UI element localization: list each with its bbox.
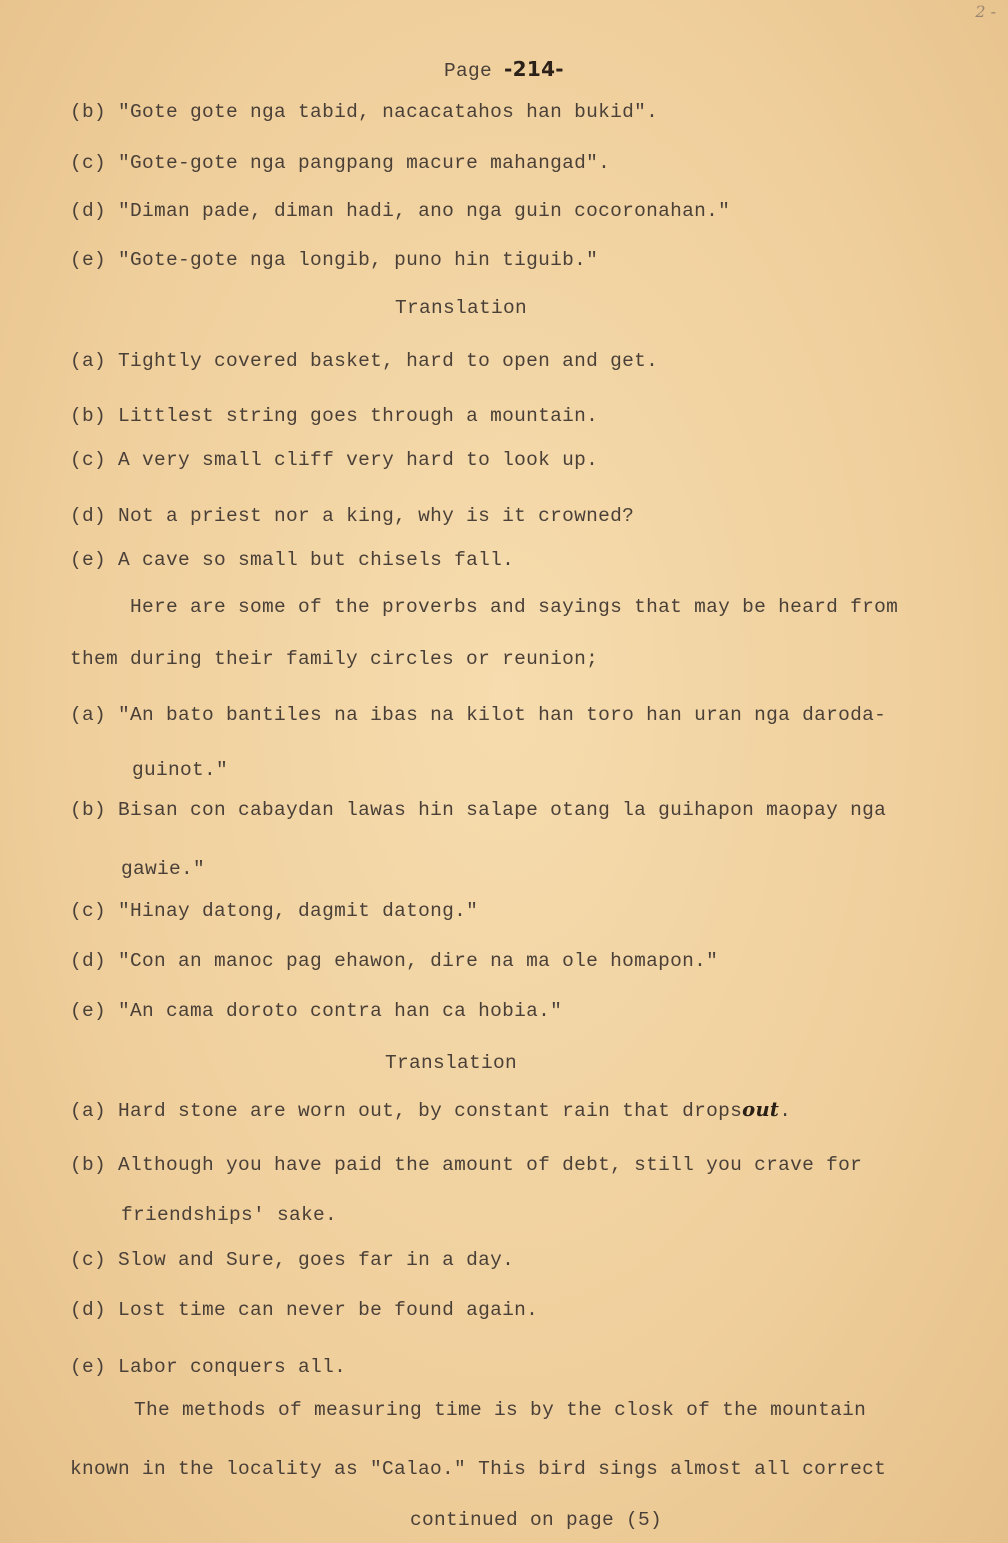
translation-heading-1: Translation (395, 297, 528, 319)
riddle-native-b: (b) "Gote gote nga tabid, nacacatahos han bukid". (70, 101, 659, 123)
proverb-native-b: (b) Bisan con cabaydan lawas hin salape otang la guihapon maopay nga (70, 799, 887, 821)
proverbs-paragraph-line-1: Here are some of the proverbs and sayings that may be heard from (130, 596, 899, 618)
riddle-native-c: (c) "Gote-gote nga pangpang macure mahangad". (70, 152, 611, 174)
proverb-translation-a: (a) Hard stone are worn out, by constant rain that dropsout. (70, 1098, 792, 1122)
riddle-translation-b: (b) Littlest string goes through a mountain. (70, 405, 599, 427)
handwritten-correction: out (742, 1098, 780, 1121)
riddle-translation-d: (d) Not a priest nor a king, why is it crowned? (70, 505, 635, 527)
page-label: Page (444, 60, 493, 82)
page-footer: continued on page (5) (410, 1509, 663, 1531)
proverb-translation-d: (d) Lost time can never be found again. (70, 1299, 539, 1321)
page-number: -214- (504, 57, 564, 81)
riddle-translation-a: (a) Tightly covered basket, hard to open and get. (70, 350, 659, 372)
proverb-native-a-cont: guinot." (132, 759, 229, 781)
proverb-translation-e: (e) Labor conquers all. (70, 1356, 347, 1378)
methods-paragraph-line-1: The methods of measuring time is by the closk of the mountain (134, 1399, 867, 1421)
page-header (444, 57, 564, 83)
riddle-native-e: (e) "Gote-gote nga longib, puno hin tiguib." (70, 249, 599, 271)
proverbs-paragraph-line-2: them during their family circles or reunion; (70, 648, 599, 670)
methods-paragraph-line-2: known in the locality as "Calao." This bird sings almost all correct (70, 1458, 887, 1480)
proverb-translation-c: (c) Slow and Sure, goes far in a day. (70, 1249, 515, 1271)
corner-mark: 2 - (975, 2, 996, 21)
riddle-native-d: (d) "Diman pade, diman hadi, ano nga guin cocoronahan." (70, 200, 731, 222)
proverb-native-d: (d) "Con an manoc pag ehawon, dire na ma ole homapon." (70, 950, 719, 972)
proverb-translation-b: (b) Although you have paid the amount of debt, still you crave for (70, 1154, 863, 1176)
proverb-native-c: (c) "Hinay datong, dagmit datong." (70, 900, 479, 922)
proverb-native-b-cont: gawie." (121, 858, 206, 880)
proverb-native-a: (a) "An bato bantiles na ibas na kilot han toro han uran nga daroda- (70, 704, 887, 726)
translation-heading-2: Translation (385, 1052, 518, 1074)
proverb-translation-b-cont: friendships' sake. (121, 1204, 338, 1226)
riddle-translation-c: (c) A very small cliff very hard to look up. (70, 449, 599, 471)
riddle-translation-e: (e) A cave so small but chisels fall. (70, 549, 515, 571)
proverb-native-e: (e) "An cama doroto contra han ca hobia." (70, 1000, 563, 1022)
